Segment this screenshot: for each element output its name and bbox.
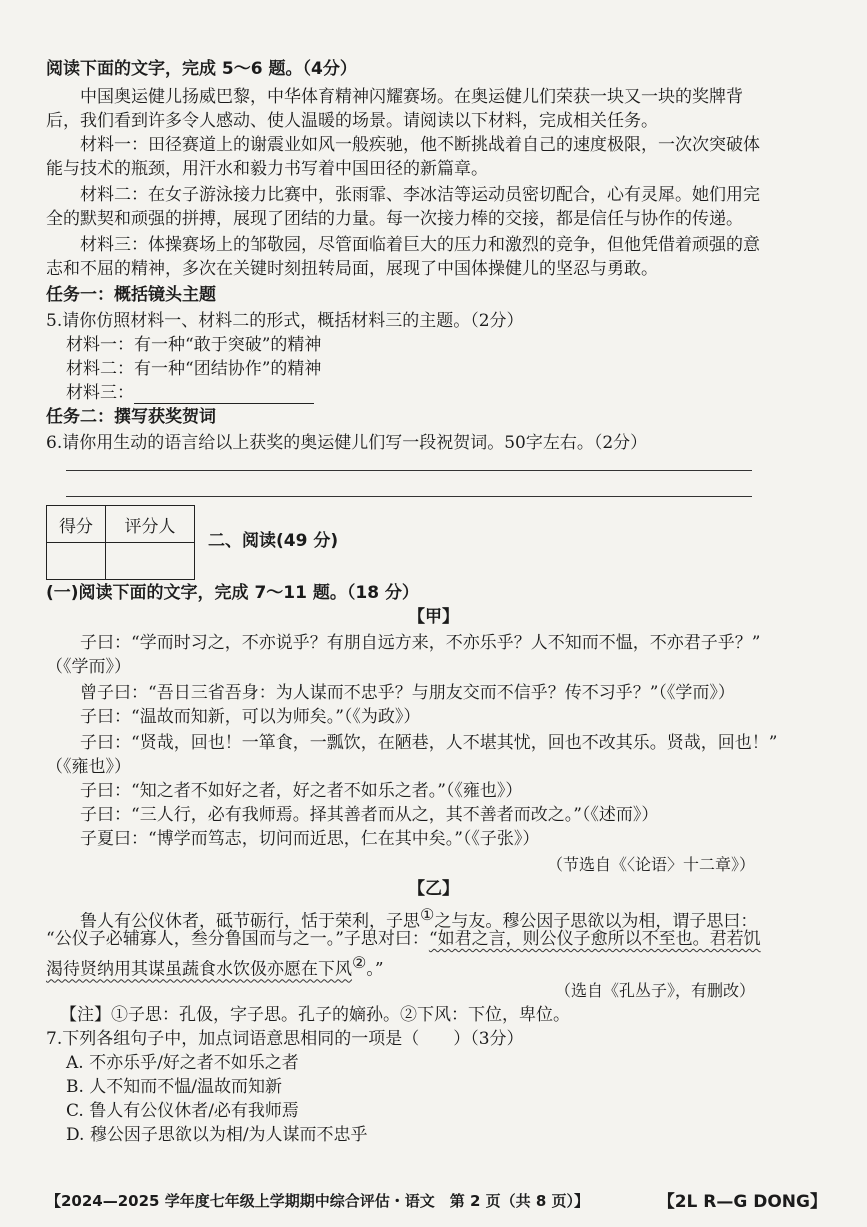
yi-line3-end: 。” — [366, 959, 384, 980]
jia-line5: 子曰：“知之者不如好之者，好之者不如乐之者。”（《雍也》） — [80, 781, 523, 801]
question-5: 5.请你仿照材料一、材料二的形式，概括材料三的主题。（2分） — [46, 311, 524, 331]
material1-line2: 能与技术的瓶颈，用汗水和毅力书写着中国田径的新篇章。 — [46, 159, 488, 179]
yi-line2 — [46, 928, 761, 950]
footer-code: 【2L R—G DONG】 — [657, 1192, 827, 1212]
section2-title: 二、阅读(49 分) — [208, 531, 339, 551]
score-cell[interactable] — [47, 543, 106, 580]
jia-source: （节选自《〈论语〉十二章》） — [546, 855, 755, 874]
reading1-title: (一)阅读下面的文字，完成 7～11 题。（18 分） — [46, 583, 419, 603]
jia-line3: 子曰：“温故而知新，可以为师矣。”（《为政》） — [80, 707, 421, 727]
answer-material3-label: 材料三： — [66, 383, 134, 403]
footnote-mark-1: ① — [420, 905, 435, 924]
material2-line2: 全的默契和顽强的拼搏，展现了团结的力量。每一次接力棒的交接，都是信任与协作的传递。 — [46, 209, 743, 229]
yi-source: （选自《孔丛子》，有删改） — [554, 981, 755, 1000]
task1-title: 任务一：概括镜头主题 — [46, 285, 216, 305]
jia-line1-source: （《学而》） — [46, 657, 131, 677]
passage-yi-heading: 【乙】 — [408, 879, 459, 899]
footnote: 【注】①子思：孔伋，字子思。孔子的嫡孙。②下风：下位，卑位。 — [60, 1005, 570, 1025]
option-a[interactable]: A. 不亦乐乎/好之者不如乐之者 — [66, 1053, 299, 1073]
score-table — [46, 505, 195, 580]
question-6: 6.请你用生动的语言给以上获奖的奥运健儿们写一段祝贺词。50字左右。（2分） — [46, 433, 648, 453]
option-d[interactable]: D. 穆公因子思欲以为相/为人谋而不忠乎 — [66, 1125, 368, 1145]
jia-line6: 子曰：“三人行，必有我师焉。择其善者而从之，其不善者而改之。”（《述而》） — [80, 805, 659, 825]
material3-line1: 材料三：体操赛场上的邹敬园，尽管面临着巨大的压力和激烈的竞争，但他凭借着顽强的意 — [80, 235, 760, 255]
option-b[interactable]: B. 人不知而不愠/温故而知新 — [66, 1077, 283, 1097]
jia-line4: 子曰：“贤哉，回也！一箪食，一瓢饮，在陋巷，人不堪其忧，回也不改其乐。贤哉，回也！” — [80, 733, 778, 753]
jia-line2: 曾子曰：“吾日三省吾身：为人谋而不忠乎？与朋友交而不信乎？传不习乎？”（《学而》） — [80, 683, 735, 703]
grader-cell[interactable] — [106, 543, 195, 580]
yi-line3-wavy-text: 渴待贤纳用其谋虽蔬食水饮伋亦愿在下风 — [46, 959, 352, 980]
answer-material3-blank[interactable] — [134, 387, 314, 404]
yi-line1-text-b: 之与友。穆公因子思欲以为相，谓子思曰： — [434, 911, 758, 932]
yi-line1-text-a: 鲁人有公仪休者，砥节砺行，恬于荣利，子思 — [80, 911, 420, 932]
jia-line1: 子曰：“学而时习之，不亦说乎？有朋自远方来，不亦乐乎？人不知而不愠，不亦君子乎？” — [80, 633, 761, 653]
score-header: 得分 — [47, 506, 106, 543]
answer-line-1[interactable] — [66, 470, 752, 471]
footnote-mark-2: ② — [352, 953, 367, 972]
intro-paragraph-line2: 后，我们看到许多令人感动、使人温暖的场景。请阅读以下材料，完成相关任务。 — [46, 111, 658, 131]
yi-line3 — [46, 952, 384, 981]
task2-title: 任务二：撰写获奖贺词 — [46, 407, 216, 427]
yi-line2-text-a: “公仪子必辅寡人，叁分鲁国而与之一。”子思对曰： — [46, 929, 429, 949]
answer-material1: 材料一：有一种“敢于突破”的精神 — [66, 335, 322, 355]
answer-material3-row — [66, 382, 314, 404]
passage-jia-heading: 【甲】 — [408, 607, 459, 627]
question-7: 7.下列各组句子中，加点词语意思相同的一项是（ ）（3分） — [46, 1029, 524, 1049]
material1-line1: 材料一：田径赛道上的谢震业如风一般疾驰，他不断挑战着自己的速度极限，一次次突破体 — [80, 135, 760, 155]
material2-line1: 材料二：在女子游泳接力比赛中，张雨霏、李冰洁等运动员密切配合，心有灵犀。她们用完 — [80, 185, 760, 205]
answer-material2: 材料二：有一种“团结协作”的精神 — [66, 359, 322, 379]
answer-line-2[interactable] — [66, 496, 752, 497]
yi-line2-wavy-text: “如君之言，则公仪子愈所以不至也。君若饥 — [428, 929, 761, 949]
jia-line4-source: （《雍也》） — [46, 757, 131, 777]
jia-line7: 子夏曰：“博学而笃志，切问而近思，仁在其中矣。”（《子张》） — [80, 829, 540, 849]
material3-line2: 志和不屈的精神，多次在关键时刻扭转局面，展现了中国体操健儿的坚忍与勇敢。 — [46, 259, 658, 279]
footer-page-info: 【2024—2025 学年度七年级上学期期中综合评估・语文 第 2 页（共 8 页）】 — [46, 1192, 589, 1210]
intro-paragraph-line1: 中国奥运健儿扬威巴黎，中华体育精神闪耀赛场。在奥运健儿们荣获一块又一块的奖牌背 — [80, 87, 743, 107]
grader-header: 评分人 — [106, 506, 195, 543]
section-intro-title: 阅读下面的文字，完成 5～6 题。（4分） — [46, 59, 357, 79]
option-c[interactable]: C. 鲁人有公仪休者/必有我师焉 — [66, 1101, 299, 1121]
